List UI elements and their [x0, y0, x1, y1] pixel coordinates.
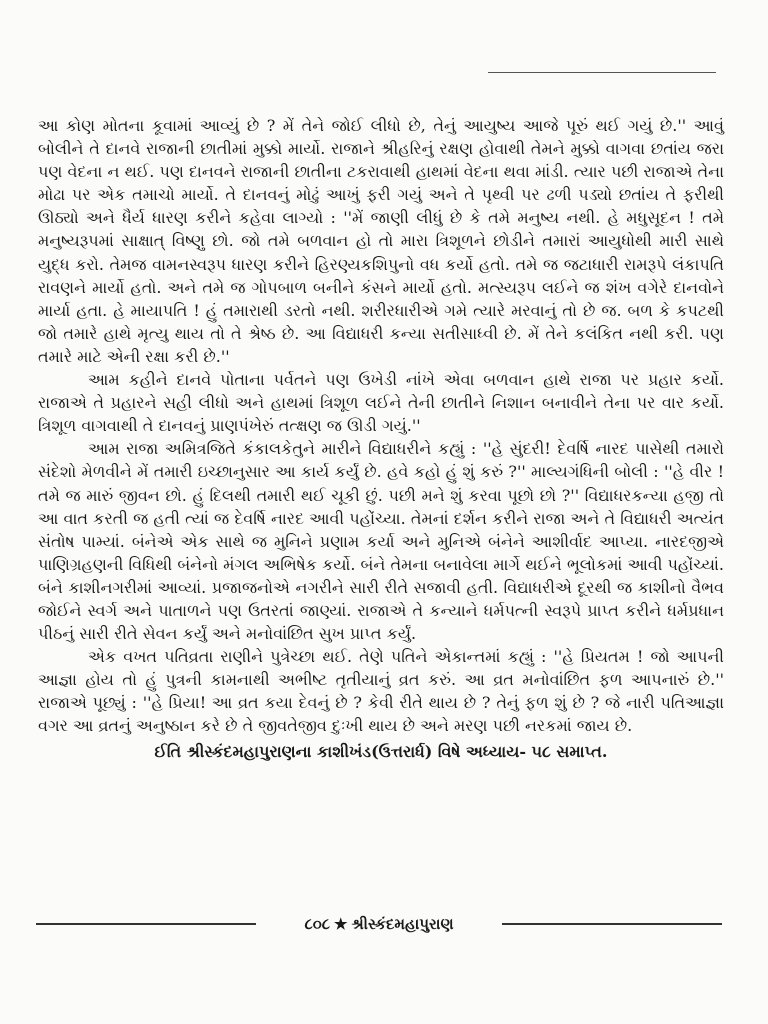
page-number: ૮૦૮ — [304, 915, 330, 933]
paragraph-2: આમ કહીને દાનવે પોતાના પર્વતને પણ ઉખેડી નાંખે એવા બળવાન હાથે રાજા પર પ્રહાર કર્યો. રાજાએ તે પ્રહારને સહી લીધો અને હાથમાં ત્રિશૂળ લઈને તેની છાતીને નિશાન બનાવીને તેના પર વાર કર્યો. ત્રિશૂળ વાગવાથી તે દાનવનું પ્રાણપંખેરું તત્ક્ષણ જ ઊડી ગયું.'' — [38, 370, 724, 436]
paragraph-1: આ કોણ મોતના કૂવામાં આવ્યું છે ? મેં તેને જોઈ લીધો છે, તેનું આયુષ્ય આજે પૂરું થઈ ગયું છે.'' આવું બોલીને તે દાનવે રાજાની છાતીમાં મુક્કો માર્યો. રાજાને શ્રીહરિનું રક્ષણ હોવાથી તેમને મુક્કો વાગવા છતાંય જરા પણ વેદના ન થઈ. પણ દાનવને રાજાની છાતીના ટકરાવાથી હાથમાં વેદના થવા માંડી. ત્યાર પછી રાજાએ તેના મોઢા પર એક તમાચો માર્યો. તે દાનવનું મોઢું આખું ફરી ગયું અને તે પૃથ્વી પર ઢળી પડ્યો છતાંય તે ફરીથી ઊઠ્યો અને ધૈર્ય ધારણ કરીને કહેવા લાગ્યો : ''મેં જાણી લીધું છે કે તમે મનુષ્ય નથી. હે મધુસૂદન ! તમે મનુષ્યરૂપમાં સાક્ષાત્ વિષ્ણુ છો. જો તમે બળવાન હો તો મારા ત્રિશૂળને છોડીને તમારાં આયુધોથી મારી સાથે યુદ્ધ કરો. તેમજ વામનસ્વરૂપ ધારણ કરીને હિરણ્યકશિપુનો વધ કર્યો હતો. તમે જ જટાધારી રામરૂપે લંકાપતિ રાવણને માર્યો હતો. અને તમે જ ગોપબાળ બનીને કંસને માર્યો હતો. મત્સ્યરૂપ લઈને જ શંખ વગેરે દાનવોને માર્યા હતા. હે માયાપતિ ! હું તમારાથી ડરતો નથી. શરીરધારીએ ગમે ત્યારે મરવાનું તો છે જ. બળ કે કપટથી જો તમારે હાથે મૃત્યુ થાય તો તે શ્રેષ્ઠ છે. આ વિદ્યાધરી કન્યા સતીસાધ્વી છે. મેં તેને કલંકિત નથી કરી. પણ તમારે માટે એની રક્ષા કરી છે.'' — [38, 116, 724, 366]
footer-rule-right — [502, 923, 722, 925]
chapter-colophon: ઈતિ શ્રીસ્કંદમહાપુરાણના કાશીખંડ(ઉત્તરાર્ધ) વિષે અધ્યાય- ૫૮ સમાપ્ત. — [154, 741, 608, 761]
page-footer — [36, 912, 722, 936]
footer-rule-left — [36, 923, 256, 925]
paragraph-4: એક વખત પતિવ્રતા રાણીને પુત્રેચ્છા થઈ. તેણે પતિને એકાન્તમાં કહ્યું : ''હે પ્રિયતમ ! જો આપની આજ્ઞા હોય તો હું પુત્રની કામનાથી અભીષ્ટ તૃતીયાનું વ્રત કરું. આ વ્રત મનોવાંછિત ફળ આપનારું છે.'' રાજાએ પૂછ્યું : ''હે પ્રિયા! આ વ્રત કયા દેવનું છે ? કેવી રીતે થાય છે ? તેનું ફળ શું છે ? જે નારી પતિઆજ્ઞા વગર આ વ્રતનું અનુષ્ઠાન કરે છે તે જીવતેજીવ દુઃખી થાય છે અને મરણ પછી નરકમાં જાય છે. — [38, 647, 724, 736]
star-icon: ★ — [333, 915, 348, 933]
paragraph-3: આમ રાજા અમિત્રજિતે કંકાલકેતુને મારીને વિદ્યાધરીને કહ્યું : ''હે સુંદરી! દેવર્ષિ નારદ પાસેથી તમારો સંદેશો મેળવીને મેં તમારી ઇચ્છાનુસાર આ કાર્ય કર્યું છે. હવે કહો હું શું કરું ?'' માલ્યગંધિની બોલી : ''હે વીર ! તમે જ મારું જીવન છો. હું દિલથી તમારી થઈ ચૂકી છું. પછી મને શું કરવા પૂછો છો ?'' વિદ્યાધરકન્યા હજી તો આ વાત કરતી જ હતી ત્યાં જ દેવર્ષિ નારદ આવી પહોંચ્યા. તેમનાં દર્શન કરીને રાજા અને તે વિદ્યાધરી અત્યંત સંતોષ પામ્યાં. બંનેએ એક સાથે જ મુનિને પ્રણામ કર્યા અને મુનિએ બંનેને આશીર્વાદ આપ્યા. નારદજીએ પાણિગ્રહણની વિધિથી બંનેનો મંગલ અભિષેક કર્યો. બંને તેમના બનાવેલા માર્ગે થઈને ભૂલોકમાં આવી પહોંચ્યાં. બંને કાશીનગરીમાં આવ્યાં. પ્રજાજનોએ નગરીને સારી રીતે સજાવી હતી. વિદ્યાધરીએ દૂરથી જ કાશીનો વૈભવ જોઈને સ્વર્ગ અને પાતાળને પણ ઉતરતાં જાણ્યાં. રાજાએ તે કન્યાને ધર્મપત્ની સ્વરૂપે પ્રાપ્ત કરીને ધર્મપ્રધાન પીઠનું સારી રીતે સેવન કર્યું અને મનોવાંછિત સુખ પ્રાપ્ત કર્યું. — [38, 439, 724, 644]
page-body — [38, 114, 724, 764]
header-rule — [488, 72, 716, 73]
book-title: શ્રીસ્કંદમહાપુરાણ — [351, 915, 454, 933]
footer-label — [261, 913, 497, 935]
